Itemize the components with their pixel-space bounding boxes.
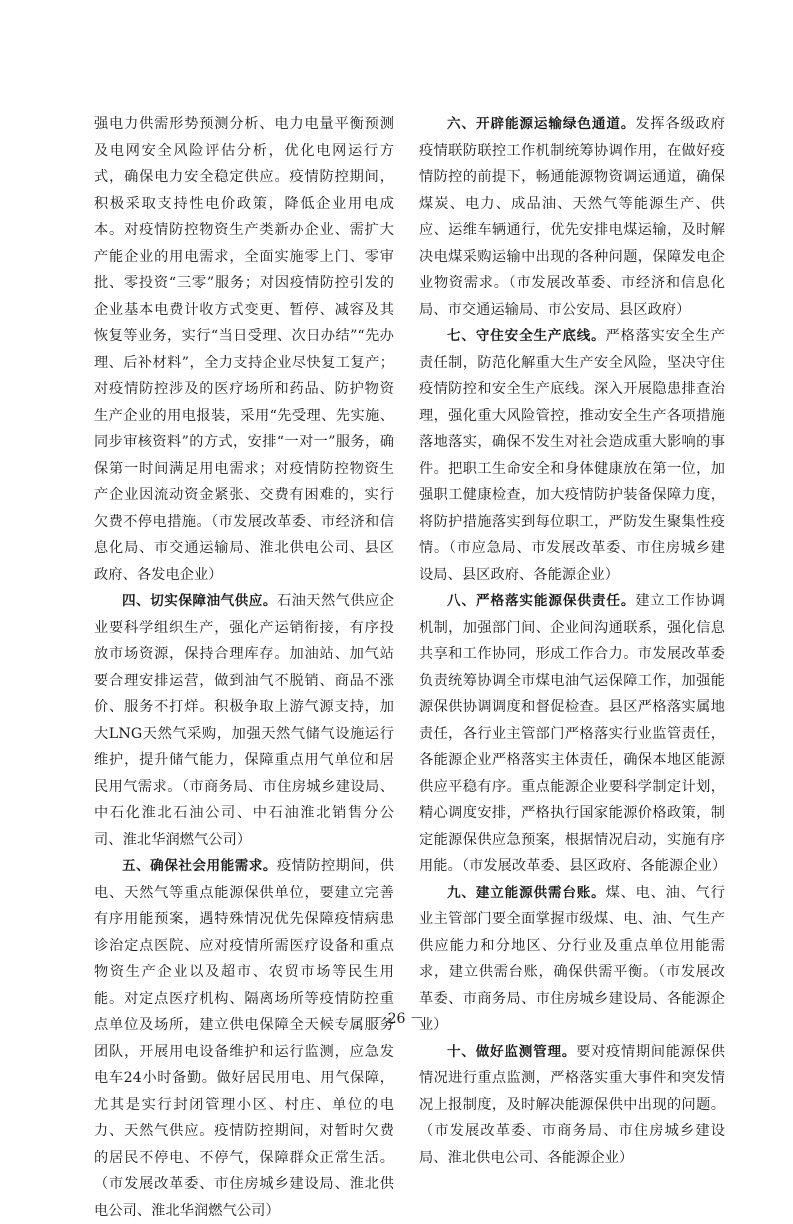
page-number: － 26 － [369, 1011, 424, 1027]
section-8-heading: 八、严格落实能源保供责任。 [447, 593, 636, 609]
section-5-body: 疫情防控期间，供电、天然气等重点能源保供单位，要建立完善有序用能预案，遇特殊情况优先保障疫情病患诊治定点医院、应对疫情所需医疗设备和重点物资生产企业以及超市、农贸市场等民生用能。对定点医疗机构、隔离场所等疫情防控重点单位及场所，建立供电保障全天候专属服务团队，开展用电设备维护和运行监测，应急发电车24小时备勤。做好居民用电、用气保障，尤其是实行封闭管理小区、村庄、单位的电力、天然气供应。疫情防控期间，对暂时欠费的居民不停电、不停气，保障群众正常生活。（市发展改革委、市住房城乡建设局、淮北供电公司、淮北华润燃气公司） [94, 858, 394, 1219]
section-8 [419, 588, 725, 880]
paragraph-text: 强电力供需形势预测分析、电力电量平衡预测及电网安全风险评估分析，优化电网运行方式，确保电力安全稳定供应。疫情防控期间，积极采取支持性电价政策，降低企业用电成本。对疫情防控物资生产类新办企业、需扩大产能企业的用电需求，全面实施零上门、零审批、零投资“三零”服务；对因疫情防控引发的企业基本电费计收方式变更、暂停、减容及其恢复等业务，实行“当日受理、次日办结”“先办理、后补材料”，全力支持企业尽快复工复产；对疫情防控涉及的医疗场所和药品、防护物资生产企业的用电报装，采用“先受理、先实施、同步审核资料”的方式，安排“一对一”服务，确保第一时间满足用电需求；对疫情防控物资生产企业因流动资金紧张、交费有困难的，实行欠费不停电措施。（市发展改革委、市经济和信息化局、市交通运输局、淮北供电公司、县区政府、各发电企业） [94, 116, 394, 583]
section-7-body: 严格落实安全生产责任制，防范化解重大生产安全风险，坚决守住疫情防控和安全生产底线。深入开展隐患排查治理，强化重大风险管控，推动安全生产各项措施落地落实，确保不发生对社会造成重大影响的事件。把职工生命安全和身体健康放在第一位，加强职工健康检查，加大疫情防护装备保障力度，将防护措施落实到每位职工，严防发生聚集性疫情。（市应急局、市发展改革委、市住房城乡建设局、县区政府、各能源企业） [419, 328, 725, 583]
section-10-heading: 十、做好监测管理。 [447, 1043, 577, 1060]
section-6 [419, 111, 725, 323]
section-7-heading: 七、守住安全生产底线。 [447, 328, 606, 344]
section-7 [419, 323, 725, 588]
section-4-heading: 四、切实保障油气供应。 [122, 593, 277, 609]
section-8-body: 建立工作协调机制，加强部门间、企业间沟通联系，强化信息共享和工作协同，形成工作合力。市发展改革委负责统筹协调全市煤电油气运保障工作，加强能源保供协调调度和督促检查。县区严格落实属地责任，各行业主管部门严格落实行业监管责任，各能源企业严格落实主体责任，确保本地区能源供应平稳有序。重点能源企业要科学制定计划，精心调度安排，严格执行国家能源价格政策，制定能源保供应急预案，根据情况启动，实施有序用能。（市发展改革委、县区政府、各能源企业） [419, 593, 727, 874]
section-4 [94, 588, 394, 853]
section-9-body: 煤、电、油、气行业主管部门要全面掌握市级煤、电、油、气生产供应能力和分地区、分行业及重点单位用能需求，建立供需台账，确保供需平衡。（市发展改革委、市商务局、市住房城乡建设局、各能源企业） [419, 884, 725, 1033]
paragraph-electricity-continued [94, 111, 394, 588]
section-10 [419, 1039, 725, 1172]
section-10-body: 要对疫情期间能源保供情况进行重点监测，严格落实重大事件和突发情况上报制度，及时解决能源保供中出现的问题。（市发展改革委、市商务局、市住房城乡建设局、淮北供电公司、各能源企业） [419, 1043, 725, 1166]
section-6-heading: 六、开辟能源运输绿色通道。 [447, 116, 636, 132]
section-4-body: 石油天然气供应企业要科学组织生产，强化产运销衔接，有序投放市场资源，保持合理库存。加油站、加气站要合理安排运营，做到油气不脱销、商品不涨价、服务不打烊。积极争取上游气源支持，加大LNG天然气采购，加强天然气储气设施运行维护，提升储气能力，保障重点用气单位和居民用气需求。（市商务局、市住房城乡建设局、中石化淮北石油公司、中石油淮北销售分公司、淮北华润燃气公司） [94, 593, 394, 848]
section-5-heading: 五、确保社会用能需求。 [122, 858, 277, 874]
section-5 [94, 853, 394, 1224]
left-column [94, 111, 394, 1224]
section-9-heading: 九、建立能源供需台账。 [447, 884, 606, 901]
section-6-body: 发挥各级政府疫情联防联控工作机制统筹协调作用，在做好疫情防控的前提下，畅通能源物资调运通道，确保煤炭、电力、成品油、天然气等能源生产、供应、运维车辆通行，优先安排电煤运输，及时解决电煤采购运输中出现的各种问题，保障发电企业物资需求。（市发展改革委、市经济和信息化局、市交通运输局、市公安局、县区政府） [419, 116, 725, 318]
